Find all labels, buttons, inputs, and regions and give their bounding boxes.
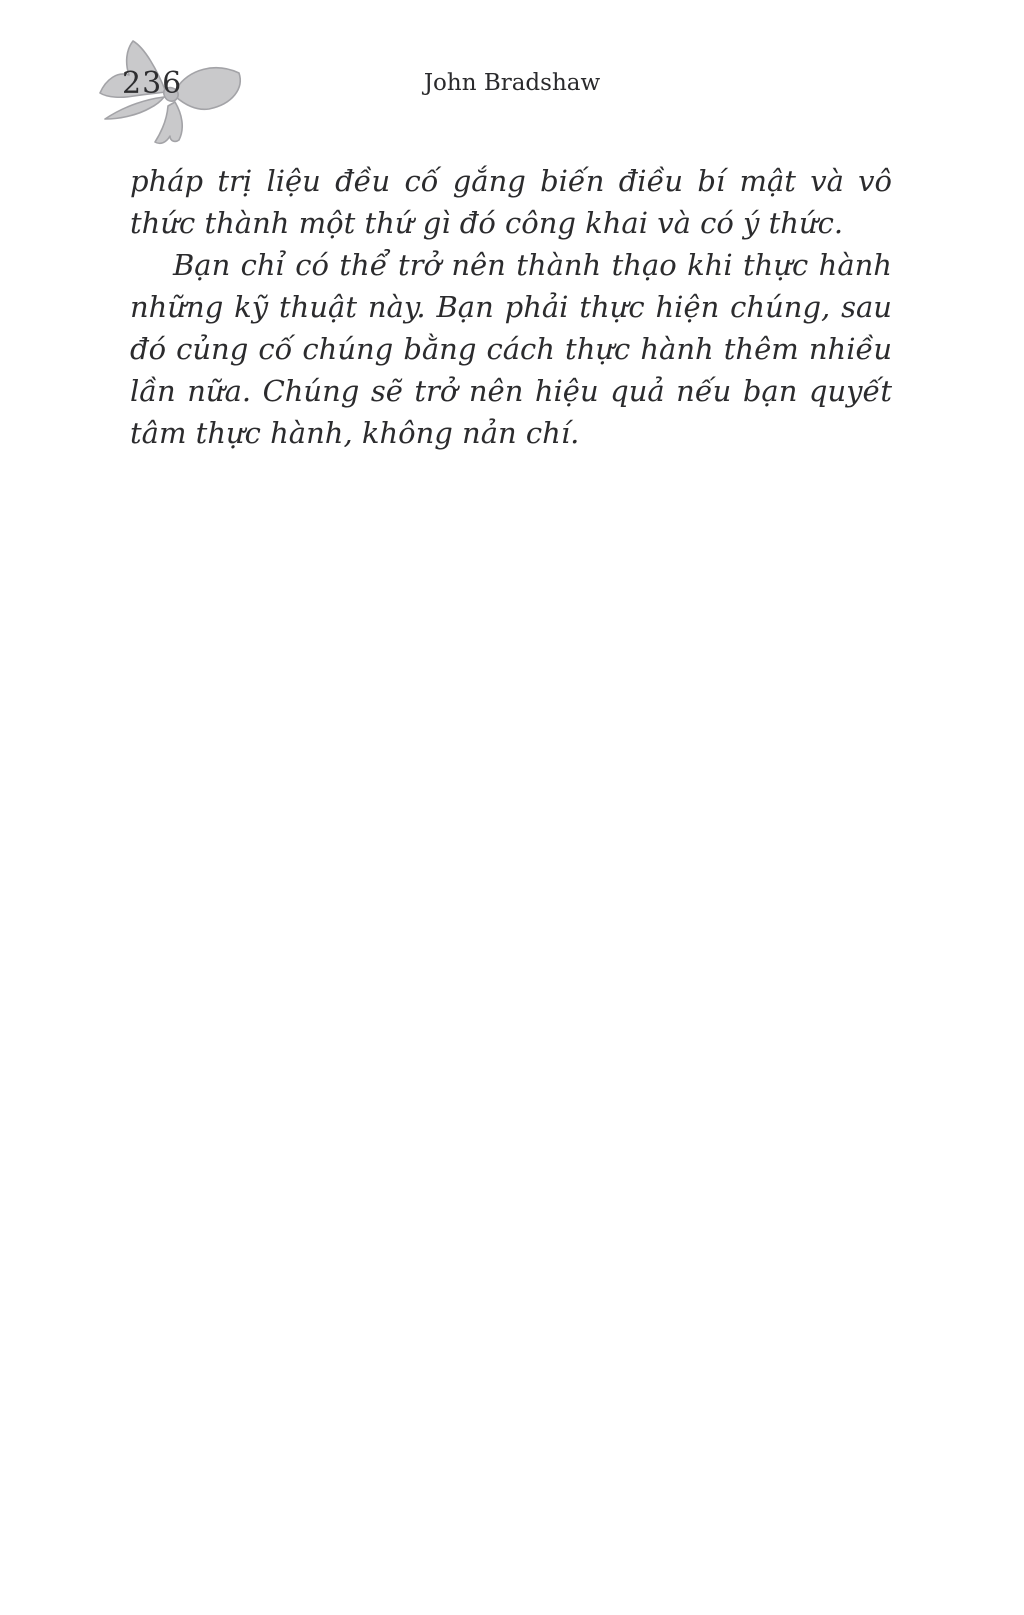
- body-text: [130, 160, 892, 454]
- paragraph: Bạn chỉ có thể trở nên thành thạo khi thực hành những kỹ thuật này. Bạn phải thực hiện chúng, sau đó củng cố chúng bằng cách thực hành thêm nhiều lần nữa. Chúng sẽ trở nên hiệu quả nếu bạn quyết tâm thực hành, không nản chí.: [130, 248, 892, 450]
- paragraph-continuation: pháp trị liệu đều cố gắng biến điều bí mật và vô thức thành một thứ gì đó công khai và có ý thức.: [130, 164, 892, 240]
- running-header: John Bradshaw: [423, 70, 601, 96]
- page-number: 236: [122, 66, 183, 101]
